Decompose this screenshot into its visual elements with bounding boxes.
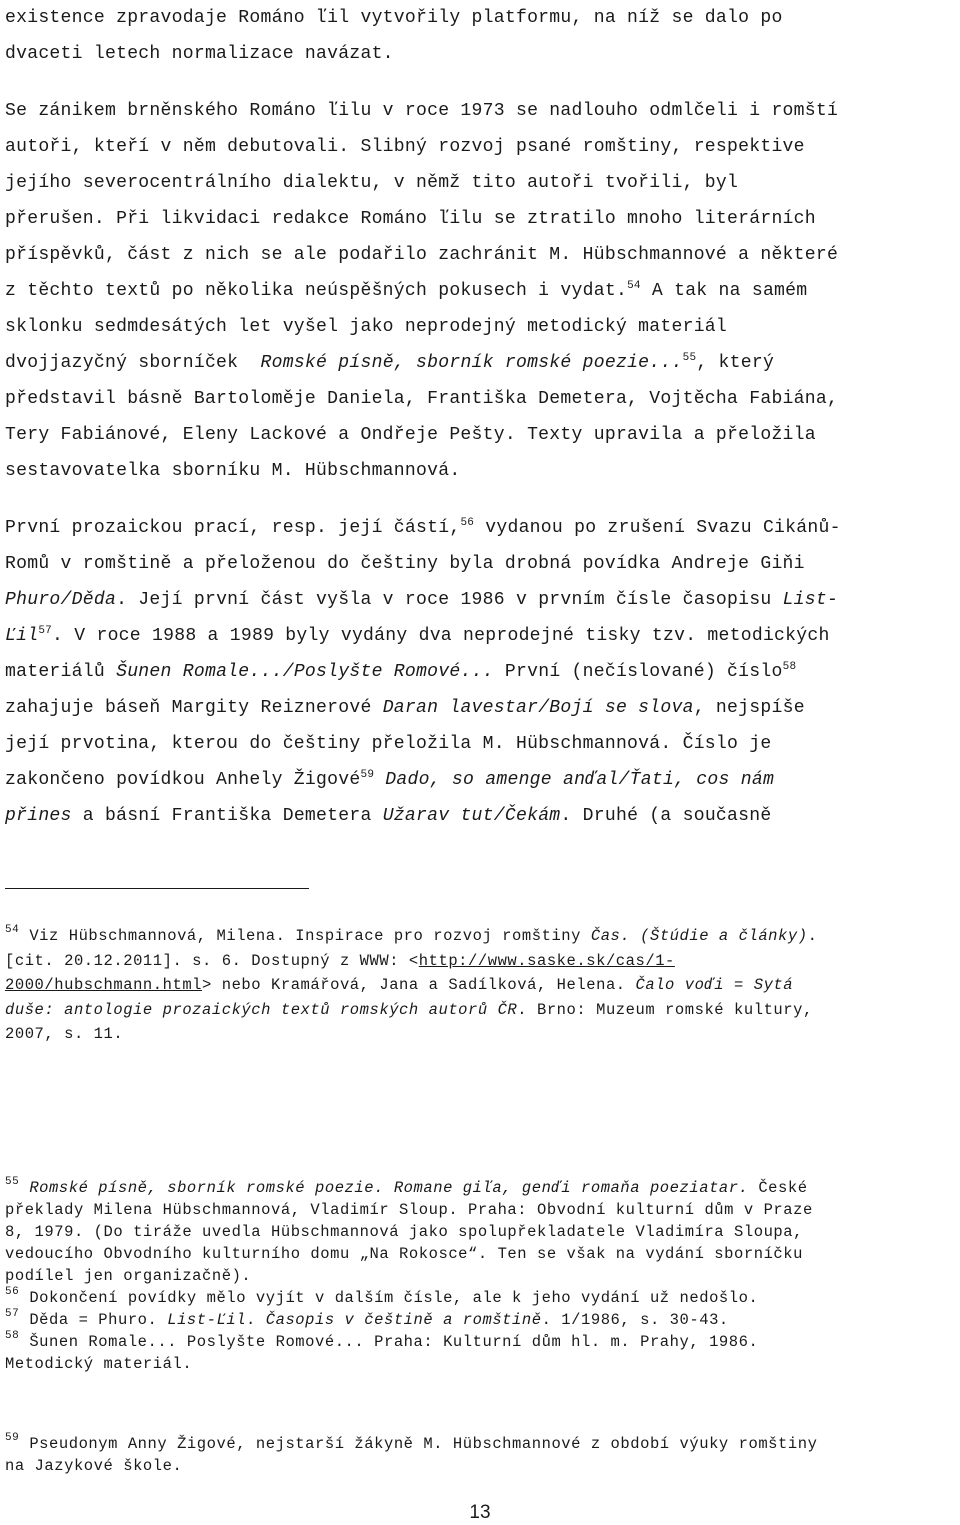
text-line [5,582,957,618]
source-link[interactable]: http://www.saske.sk/cas/1- [418,951,675,970]
journal-title: List- [782,590,839,610]
text-line: jejího severocentrálního dialektu, v němž tito autoři tvořili, byl [5,173,739,193]
text-run: . [807,927,818,945]
footnote-line [5,1177,813,1199]
footnote-number: 58 [5,1330,20,1342]
journal-subtitle: Časopis v češtině a romštině [265,1311,542,1329]
text-line: Se zánikem brněnského Románo ľilu v roce 1973 se nadlouho odmlčeli i romští [5,101,839,121]
book-title: Romské písně, sborník romské poezie. Romane giľa, genďi romaňa poeziatar. [29,1179,749,1197]
text-line [5,798,957,834]
text-line: přerušen. Při likvidaci redakce Románo ľilu se ztratilo mnoho literárních [5,209,816,229]
journal-title: List-Ľil [167,1311,247,1329]
book-title: duše: antologie prozaických textů romských autorů ČR [5,1000,518,1019]
text-run: , nejspíše [693,698,805,718]
text-run: z těchto textů po několika neúspěšných pokusech i vydat. [5,281,628,301]
text-run: Pseudonym Anny Žigové, nejstarší žákyně M. Hübschmannové z období výuky romštiny [29,1435,818,1453]
footnote-line: 2007, s. 11. [5,1025,124,1043]
page-number: 13 [469,1502,491,1523]
footnote-separator [5,888,309,889]
footnote-ref-54[interactable]: 54 [627,280,641,292]
text-line: autoři, kteří v něm debutovali. Slibný rozvoj psané romštiny, respektive [5,137,805,157]
book-title: Romské písně, sborník romské poezie... [260,353,683,373]
poem-title: Daran lavestar/Bojí se slova [382,698,694,718]
footnote-line: podílel jen organizačně). [5,1267,252,1285]
footnote-58 [5,1331,813,1353]
text-run: , který [696,353,775,373]
text-line: Romů v romštině a přeloženou do češtiny byla drobná povídka Andreje Giňi [5,554,805,574]
footnote-line [5,1433,817,1455]
journal-title: Čas. (Štúdie a články) [590,927,808,945]
text-run: . Brno: Muzeum romské kultury, [517,1000,813,1019]
text-line: její prvotina, kterou do češtiny přeložila M. Hübschmannová. Číslo je [5,734,772,754]
footnote-number: 59 [5,1432,20,1444]
text-run: První prozaickou prací, resp. její částí, [5,518,461,538]
story-title: přines [5,806,72,826]
footnote-line [5,949,817,974]
footnote-ref-57[interactable]: 57 [38,625,53,637]
footnote-55 [5,1177,813,1375]
text-run: dvojjazyčný sborníček [5,353,261,373]
footnote-59 [5,1433,817,1477]
text-run: materiálů [5,662,117,682]
text-run: > nebo Kramářová, Jana a Sadílková, Helena. [202,976,636,994]
footnote-number: 56 [5,1286,20,1298]
paragraph-3 [5,510,957,834]
text-run: zahajuje báseň Margity Reiznerové [5,698,383,718]
footnote-54 [5,924,817,1047]
text-run: České [748,1179,808,1197]
text-run: Dokončení povídky mělo vyjít v dalším čísle, ale k jeho vydání už nedošlo. [29,1289,759,1307]
footnote-57 [5,1309,813,1331]
text-run: vydanou po zrušení Svazu Cikánů- [474,518,841,538]
text-line: příspěvků, část z nich se ale podařilo zachránit M. Hübschmannové a některé [5,245,839,265]
text-line: dvaceti letech normalizace navázat. [5,44,394,64]
footnote-line: překlady Milena Hübschmannová, Vladimír Sloup. Praha: Obvodní kulturní dům v Praze [5,1201,813,1219]
text-run: a básní Františka Demetera [71,806,383,826]
text-line: představil básně Bartoloměje Daniela, Františka Demetera, Vojtěcha Fabiána, [5,389,839,409]
text-run: . Její první část vyšla v roce 1986 v prvním čísle časopisu [116,590,783,610]
book-title: Čalo voďi = Sytá [635,976,794,994]
text-line [5,345,957,381]
footnote-number: 54 [5,924,20,936]
poem-title: Užarav tut/Čekám [382,806,561,826]
footnote-ref-58[interactable]: 58 [782,661,797,673]
footnote-line [5,973,817,998]
footnote-line: vedoucího Obvodního kulturního domu „Na Rokosce“. Ten se však na vydání sborníčku [5,1245,803,1263]
footnote-ref-56[interactable]: 56 [460,517,475,529]
text-line [5,618,957,654]
text-run: . V roce 1988 a 1989 byly vydány dva neprodejné tisky tzv. metodických [52,626,830,646]
paragraph-1 [5,0,957,72]
footnote-line: 8, 1979. (Do tiráže uvedla Hübschmannová jako spolupřekladatele Vladimíra Sloupa, [5,1223,803,1241]
text-run: Děda = Phuro. [29,1311,168,1329]
book-title: Šunen Romale.../Poslyšte Romové... [116,662,494,682]
text-run: Šunen Romale... Poslyšte Romové... Praha: Kulturní dům hl. m. Prahy, 1986. [29,1333,759,1351]
footnote-line [5,924,817,949]
footnote-number: 55 [5,1176,20,1188]
source-link[interactable]: 2000/hubschmann.html [5,976,203,994]
footnote-line: na Jazykové škole. [5,1457,183,1475]
text-run: . 1/1986, s. 30-43. [541,1311,729,1329]
text-line [5,762,957,798]
text-run: Viz Hübschmannová, Milena. Inspirace pro rozvoj romštiny [29,927,591,945]
text-line: sklonku sedmdesátých let vyšel jako neprodejný metodický materiál [5,317,728,337]
text-run: zakončeno povídkou Anhely Žigové [5,770,361,790]
text-run: První (nečíslované) číslo [493,662,783,682]
text-line [5,510,957,546]
main-text [5,0,957,834]
text-run: . Druhé (a současně [560,806,772,826]
paragraph-2 [5,93,957,489]
footnote-ref-59[interactable]: 59 [360,769,375,781]
text-run: . [246,1311,266,1329]
text-line: existence zpravodaje Románo ľil vytvořily platformu, na níž se dalo po [5,8,783,28]
text-line: sestavovatelka sborníku M. Hübschmannová. [5,461,461,481]
text-line [5,690,957,726]
footnote-number: 57 [5,1308,20,1320]
footnote-line: Metodický materiál. [5,1355,193,1373]
story-title: Dado, so amenge anďal/Ťati, cos nám [374,770,775,790]
footnote-line [5,998,817,1023]
footnote-ref-55[interactable]: 55 [682,352,697,364]
footnote-56 [5,1287,813,1309]
text-run: A tak na samém [640,281,808,301]
book-title: Phuro/Děda [5,590,117,610]
text-line [5,273,957,309]
text-line [5,654,957,690]
journal-title: Ľil [5,626,39,646]
text-line: Tery Fabiánové, Eleny Lackové a Ondřeje Pešty. Texty upravila a přeložila [5,425,816,445]
text-run: [cit. 20.12.2011]. s. 6. Dostupný z WWW: < [5,951,419,970]
